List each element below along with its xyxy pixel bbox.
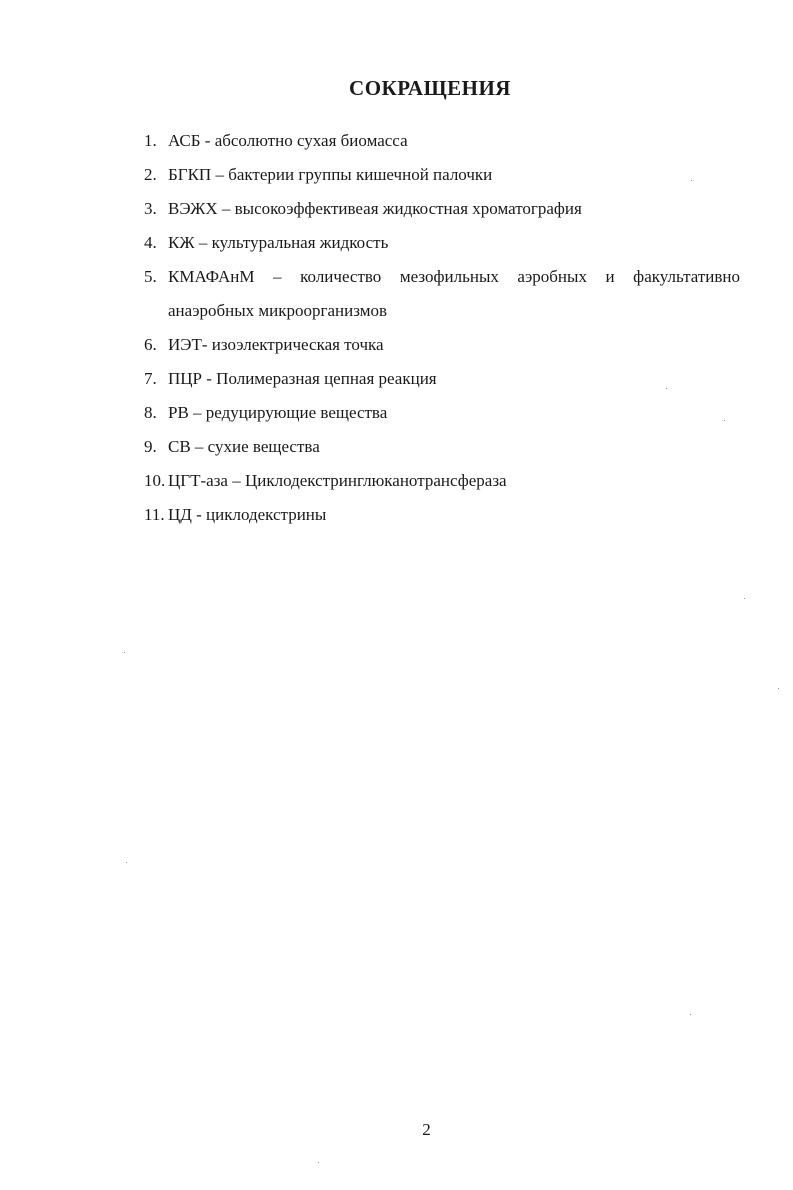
item-text: ЦГТ-аза – Циклодекстринглюканотрансфераза bbox=[168, 471, 507, 490]
scan-speck bbox=[744, 598, 745, 599]
scan-speck bbox=[690, 1014, 691, 1015]
item-text: ВЭЖХ – высокоэффективеая жидкостная хроматография bbox=[168, 199, 582, 218]
item-number: 10. bbox=[144, 471, 166, 490]
scan-speck bbox=[724, 420, 725, 421]
scan-speck bbox=[666, 388, 667, 389]
item-text: БГКП – бактерии группы кишечной палочки bbox=[168, 165, 493, 184]
list-item bbox=[144, 226, 740, 260]
list-item bbox=[144, 192, 740, 226]
page-number: 2 bbox=[422, 1120, 431, 1139]
list-item bbox=[144, 498, 740, 532]
item-number: 6. bbox=[144, 335, 157, 354]
item-number: 2. bbox=[144, 165, 157, 184]
item-text: ПЦР - Полимеразная цепная реакция bbox=[168, 369, 437, 388]
item-number: 1. bbox=[144, 131, 157, 150]
item-text bbox=[168, 260, 740, 328]
item-number: 8. bbox=[144, 403, 157, 422]
list-item bbox=[144, 328, 740, 362]
item-number: 7. bbox=[144, 369, 157, 388]
list-item bbox=[144, 158, 740, 192]
item-number: 11. bbox=[144, 505, 165, 524]
scan-speck bbox=[124, 652, 125, 653]
item-text: РВ – редуцирующие вещества bbox=[168, 403, 388, 422]
item-number: 5. bbox=[144, 267, 157, 286]
item-text-line-1: КМАФАнМ – количество мезофильных аэробных и факультативно bbox=[168, 267, 740, 286]
abbreviations-list bbox=[144, 124, 740, 532]
item-text: ИЭТ- изоэлектрическая точка bbox=[168, 335, 384, 354]
scan-speck bbox=[126, 862, 127, 863]
scan-speck bbox=[318, 1162, 319, 1163]
list-item bbox=[144, 396, 740, 430]
page-title: СОКРАЩЕНИЯ bbox=[349, 76, 511, 100]
list-item bbox=[144, 362, 740, 396]
item-text: ЦД - циклодекстрины bbox=[168, 505, 327, 524]
scan-speck bbox=[778, 688, 779, 689]
list-item bbox=[144, 430, 740, 464]
item-number: 4. bbox=[144, 233, 157, 252]
list-item bbox=[144, 260, 740, 328]
item-number: 9. bbox=[144, 437, 157, 456]
item-text-line-2: анаэробных микроорганизмов bbox=[168, 301, 387, 320]
item-text: АСБ - абсолютно сухая биомасса bbox=[168, 131, 408, 150]
list-item bbox=[144, 464, 740, 498]
item-text: КЖ – культуральная жидкость bbox=[168, 233, 389, 252]
item-number: 3. bbox=[144, 199, 157, 218]
list-item bbox=[144, 124, 740, 158]
scan-speck bbox=[691, 180, 692, 181]
item-text: СВ – сухие вещества bbox=[168, 437, 320, 456]
